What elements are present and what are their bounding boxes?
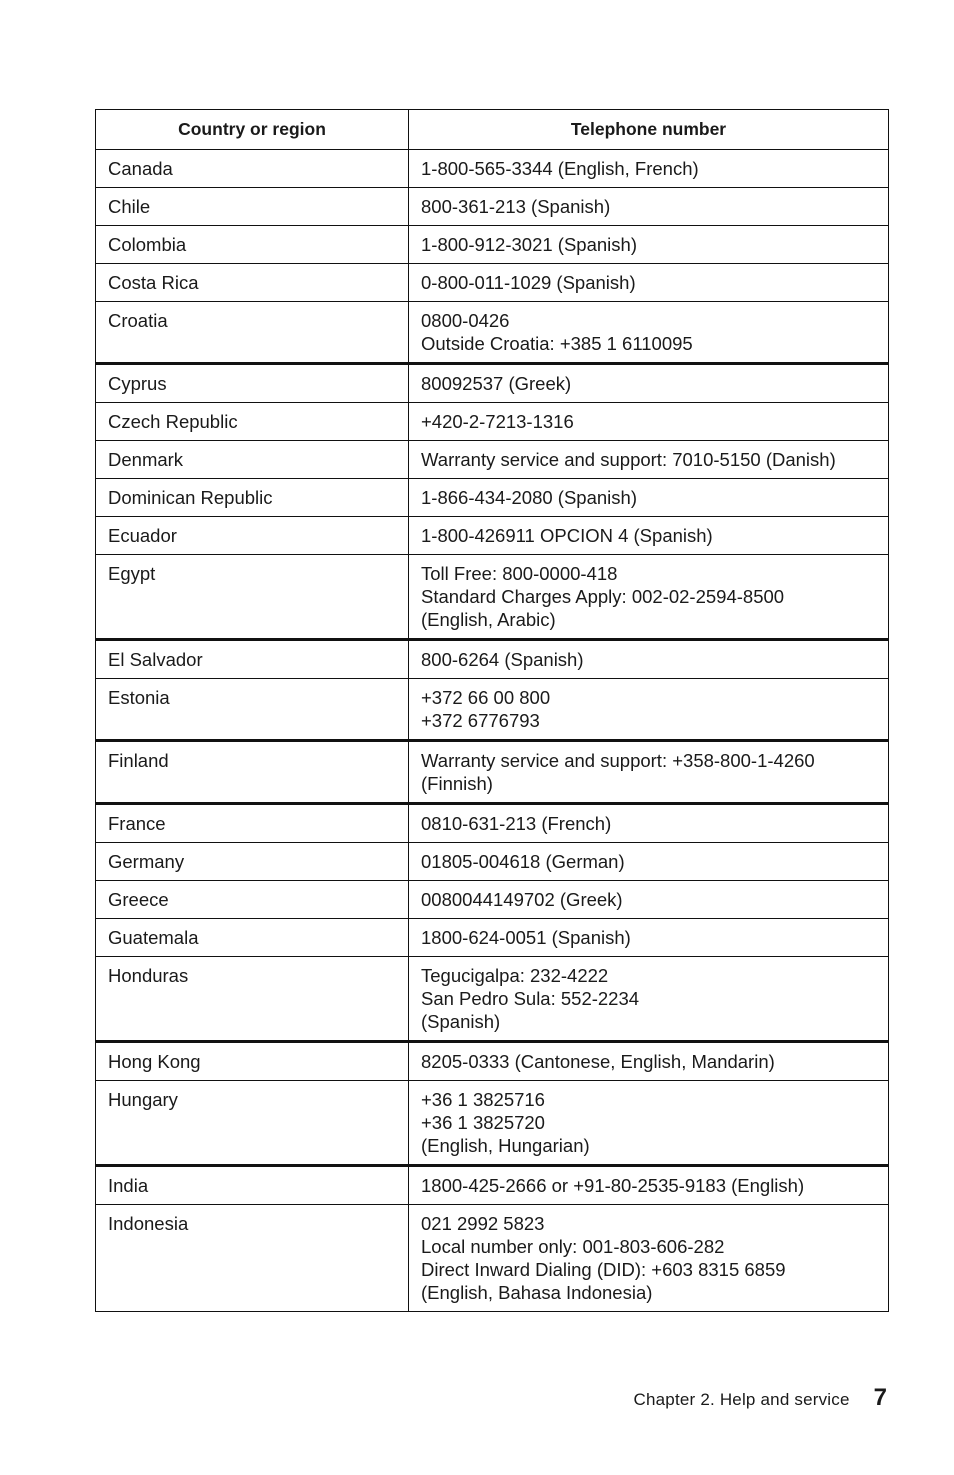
table-row bbox=[96, 364, 889, 403]
country-cell: Canada bbox=[96, 150, 409, 188]
table-row bbox=[96, 804, 889, 843]
phone-cell bbox=[409, 555, 889, 640]
phone-cell bbox=[409, 957, 889, 1042]
table-row bbox=[96, 640, 889, 679]
phone-cell bbox=[409, 364, 889, 403]
phone-cell bbox=[409, 1205, 889, 1312]
phone-cell bbox=[409, 640, 889, 679]
phone-cell bbox=[409, 1166, 889, 1205]
table-row bbox=[96, 150, 889, 188]
country-cell: Costa Rica bbox=[96, 264, 409, 302]
phone-line: (Spanish) bbox=[421, 1011, 501, 1032]
country-cell: Croatia bbox=[96, 302, 409, 364]
country-cell: Ecuador bbox=[96, 517, 409, 555]
phone-line: 1-800-565-3344 (English, French) bbox=[421, 158, 699, 179]
table-row bbox=[96, 1081, 889, 1166]
table-row bbox=[96, 517, 889, 555]
phone-cell bbox=[409, 881, 889, 919]
page-footer bbox=[634, 1384, 887, 1412]
phone-line: 1-800-912-3021 (Spanish) bbox=[421, 234, 637, 255]
table-row bbox=[96, 302, 889, 364]
table-row bbox=[96, 1042, 889, 1081]
phone-line: 021 2992 5823 bbox=[421, 1213, 545, 1234]
phone-line: +36 1 3825720 bbox=[421, 1112, 545, 1133]
phone-line: 800-361-213 (Spanish) bbox=[421, 196, 611, 217]
phone-cell bbox=[409, 264, 889, 302]
phone-line: Warranty service and support: +358-800-1-4260 bbox=[421, 750, 815, 771]
table-row bbox=[96, 957, 889, 1042]
phone-cell bbox=[409, 804, 889, 843]
phone-cell bbox=[409, 479, 889, 517]
phone-line: (Finnish) bbox=[421, 773, 493, 794]
phone-line: (English, Hungarian) bbox=[421, 1135, 590, 1156]
phone-cell bbox=[409, 741, 889, 804]
table-body bbox=[96, 150, 889, 1312]
country-cell: Germany bbox=[96, 843, 409, 881]
phone-cell bbox=[409, 1042, 889, 1081]
table-row bbox=[96, 264, 889, 302]
phone-cell bbox=[409, 188, 889, 226]
phone-line: +36 1 3825716 bbox=[421, 1089, 545, 1110]
table-row bbox=[96, 919, 889, 957]
phone-line: Toll Free: 800-0000-418 bbox=[421, 563, 618, 584]
phone-line: 0800-0426 bbox=[421, 310, 510, 331]
country-cell: Guatemala bbox=[96, 919, 409, 957]
table-row bbox=[96, 555, 889, 640]
phone-line: 800-6264 (Spanish) bbox=[421, 649, 584, 670]
phone-line: (English, Arabic) bbox=[421, 609, 556, 630]
page-number: 7 bbox=[873, 1384, 887, 1411]
phone-cell bbox=[409, 150, 889, 188]
phone-line: 80092537 (Greek) bbox=[421, 373, 572, 394]
phone-cell bbox=[409, 226, 889, 264]
phone-line: 1-866-434-2080 (Spanish) bbox=[421, 487, 637, 508]
phone-cell bbox=[409, 403, 889, 441]
phone-line: 0810-631-213 (French) bbox=[421, 813, 612, 834]
country-cell: Estonia bbox=[96, 679, 409, 741]
country-cell: Greece bbox=[96, 881, 409, 919]
phone-line: 0080044149702 (Greek) bbox=[421, 889, 623, 910]
table-row bbox=[96, 479, 889, 517]
table-header-row bbox=[96, 110, 889, 150]
table-row bbox=[96, 679, 889, 741]
phone-line: Outside Croatia: +385 1 6110095 bbox=[421, 333, 693, 354]
table-row bbox=[96, 1166, 889, 1205]
phone-line: 1-800-426911 OPCION 4 (Spanish) bbox=[421, 525, 713, 546]
country-cell: Colombia bbox=[96, 226, 409, 264]
phone-cell bbox=[409, 679, 889, 741]
table-row bbox=[96, 403, 889, 441]
country-cell: Dominican Republic bbox=[96, 479, 409, 517]
country-cell: Finland bbox=[96, 741, 409, 804]
support-phone-table bbox=[95, 109, 889, 1312]
country-cell: Hong Kong bbox=[96, 1042, 409, 1081]
phone-line: (English, Bahasa Indonesia) bbox=[421, 1282, 653, 1303]
phone-line: 8205-0333 (Cantonese, English, Mandarin) bbox=[421, 1051, 775, 1072]
phone-cell bbox=[409, 843, 889, 881]
phone-line: Tegucigalpa: 232-4222 bbox=[421, 965, 609, 986]
phone-cell bbox=[409, 517, 889, 555]
phone-line: 01805-004618 (German) bbox=[421, 851, 625, 872]
table-row bbox=[96, 741, 889, 804]
phone-line: Direct Inward Dialing (DID): +603 8315 6859 bbox=[421, 1259, 786, 1280]
country-cell: Czech Republic bbox=[96, 403, 409, 441]
table-row bbox=[96, 226, 889, 264]
country-cell: Denmark bbox=[96, 441, 409, 479]
column-header-phone: Telephone number bbox=[409, 110, 889, 150]
phone-line: Standard Charges Apply: 002-02-2594-8500 bbox=[421, 586, 785, 607]
country-cell: Hungary bbox=[96, 1081, 409, 1166]
phone-line: Warranty service and support: 7010-5150 (Danish) bbox=[421, 449, 836, 470]
phone-line: 0-800-011-1029 (Spanish) bbox=[421, 272, 636, 293]
phone-line: 1800-425-2666 or +91-80-2535-9183 (English) bbox=[421, 1175, 805, 1196]
country-cell: Cyprus bbox=[96, 364, 409, 403]
table-row bbox=[96, 881, 889, 919]
phone-cell bbox=[409, 302, 889, 364]
phone-cell bbox=[409, 441, 889, 479]
column-header-country: Country or region bbox=[96, 110, 409, 150]
phone-line: +372 66 00 800 bbox=[421, 687, 551, 708]
chapter-title: Chapter 2. Help and service bbox=[633, 1390, 850, 1409]
country-cell: Egypt bbox=[96, 555, 409, 640]
country-cell: Honduras bbox=[96, 957, 409, 1042]
phone-cell bbox=[409, 1081, 889, 1166]
phone-line: Local number only: 001-803-606-282 bbox=[421, 1236, 725, 1257]
country-cell: Chile bbox=[96, 188, 409, 226]
country-cell: Indonesia bbox=[96, 1205, 409, 1312]
table-row bbox=[96, 441, 889, 479]
phone-line: +372 6776793 bbox=[421, 710, 540, 731]
table-row bbox=[96, 188, 889, 226]
phone-line: +420-2-7213-1316 bbox=[421, 411, 574, 432]
table-row bbox=[96, 1205, 889, 1312]
country-cell: El Salvador bbox=[96, 640, 409, 679]
phone-line: 1800-624-0051 (Spanish) bbox=[421, 927, 631, 948]
phone-cell bbox=[409, 919, 889, 957]
table-row bbox=[96, 843, 889, 881]
country-cell: France bbox=[96, 804, 409, 843]
phone-line: San Pedro Sula: 552-2234 bbox=[421, 988, 640, 1009]
country-cell: India bbox=[96, 1166, 409, 1205]
